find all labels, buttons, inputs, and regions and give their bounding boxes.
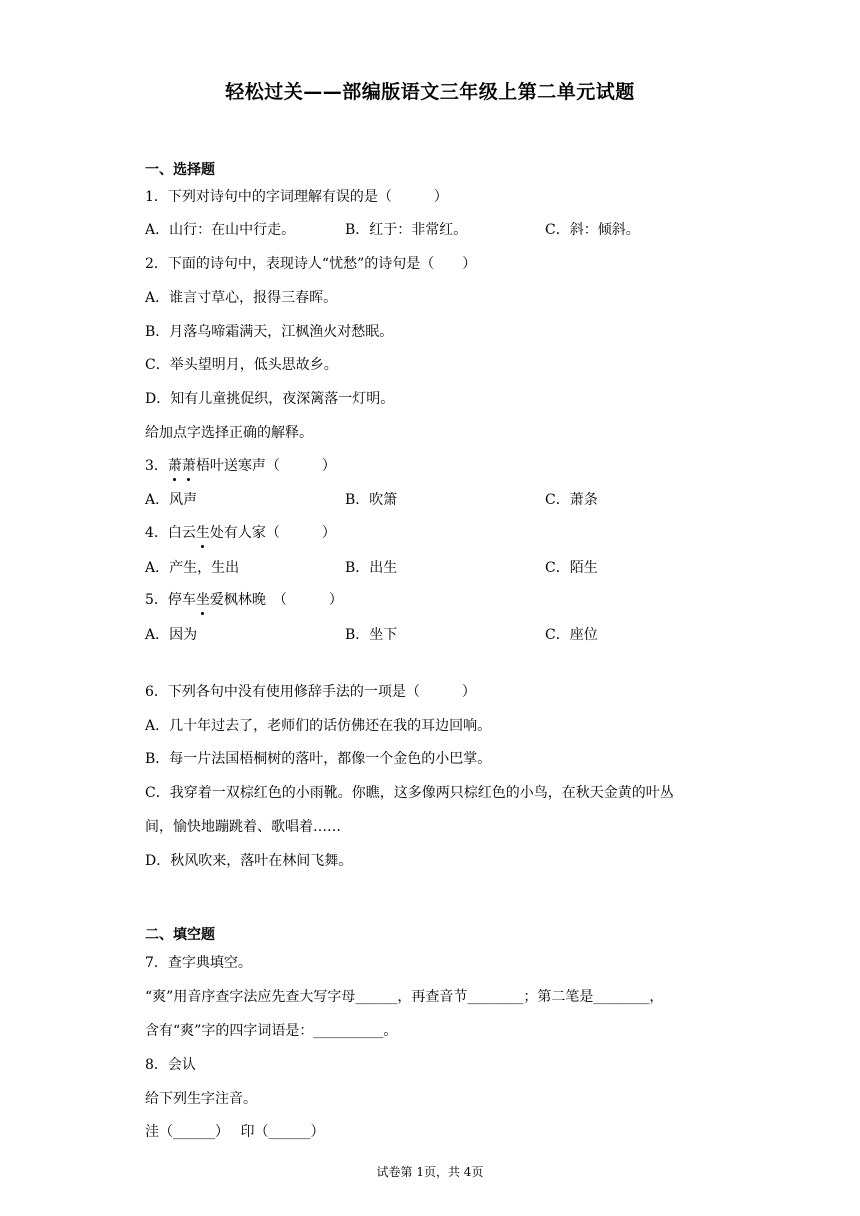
question-4-option-b: B．出生	[345, 560, 398, 576]
question-6-option-d: D．秋风吹来，落叶在林间飞舞。	[145, 853, 353, 869]
question-2-stem: 2．下面的诗句中，表现诗人“忧愁”的诗句是（ ）	[145, 256, 477, 272]
question-3-option-c: C．萧条	[545, 492, 598, 508]
question-5-stem	[145, 589, 343, 609]
question-8-items: 洼（______） 印（______）	[145, 1124, 325, 1140]
question-3-text: 梧叶送寒声（ ）	[195, 458, 336, 474]
section-heading-choice: 一、选择题	[145, 162, 215, 178]
question-2-option-b: B．月落乌啼霜满天，江枫渔火对愁眠。	[145, 324, 394, 340]
question-5-prefix: 5．停车	[145, 592, 196, 608]
question-3-number: 3．	[145, 458, 168, 474]
question-6-stem: 6．下列各句中没有使用修辞手法的一项是（ ）	[145, 684, 476, 700]
dotted-char: 萧	[182, 455, 196, 475]
question-1-option-c: C．斜：倾斜。	[545, 222, 640, 238]
question-3-stem	[145, 455, 336, 475]
question-2-option-d: D．知有儿童挑促织，夜深篱落一灯明。	[145, 391, 395, 407]
section-heading-fill: 二、填空题	[145, 927, 215, 943]
question-2-option-c: C．举头望明月，低头思故乡。	[145, 357, 338, 373]
question-7-line-1: “爽”用音序查字法应先查大写字母______，再查音节________；第二笔是________，	[145, 989, 664, 1005]
page-title: 轻松过关——部编版语文三年级上第二单元试题	[225, 81, 635, 103]
dotted-char: 生	[196, 522, 210, 542]
question-4-stem	[145, 522, 336, 542]
question-1-option-a: A．山行：在山中行走。	[145, 222, 296, 238]
question-2-option-a: A．谁言寸草心，报得三春晖。	[145, 290, 338, 306]
question-4-text: 处有人家（ ）	[209, 525, 336, 541]
question-5-option-b: B．坐下	[345, 627, 398, 643]
question-8-instruction: 给下列生字注音。	[145, 1091, 257, 1107]
question-6-option-c-line1: C．我穿着一双棕红色的小雨靴。你瞧，这多像两只棕红色的小鸟，在秋天金黄的叶丛	[145, 785, 674, 801]
question-1-stem: 1．下列对诗句中的字词理解有误的是（ ）	[145, 189, 448, 205]
question-6-option-a: A．几十年过去了，老师们的话仿佛还在我的耳边回响。	[145, 718, 492, 734]
question-1-option-b: B．红于：非常红。	[345, 222, 468, 238]
question-5-option-c: C．座位	[545, 627, 598, 643]
page-footer: 试卷第 1页，共 4页	[376, 1165, 484, 1179]
question-5-option-a: A．因为	[145, 627, 198, 643]
question-7-line-2: 含有“爽”字的四字词语是：__________。	[145, 1023, 398, 1039]
dotted-word-instruction: 给加点字选择正确的解释。	[145, 425, 313, 441]
question-3-option-a: A．风声	[145, 492, 198, 508]
question-6-option-c-line2: 间，愉快地蹦跳着、歌唱着……	[145, 819, 341, 835]
question-6-option-b: B．每一片法国梧桐树的落叶，都像一个金色的小巴掌。	[145, 751, 492, 767]
question-8-stem: 8．会认	[145, 1057, 196, 1073]
question-4-option-a: A．产生，生出	[145, 560, 240, 576]
question-4-prefix: 4．白云	[145, 525, 196, 541]
question-7-stem: 7．查字典填空。	[145, 955, 252, 971]
dotted-char: 萧	[168, 455, 182, 475]
question-4-option-c: C．陌生	[545, 560, 598, 576]
question-3-option-b: B．吹箫	[345, 492, 398, 508]
question-5-text: 爱枫林晚 （ ）	[209, 592, 343, 608]
dotted-char: 坐	[196, 589, 210, 609]
